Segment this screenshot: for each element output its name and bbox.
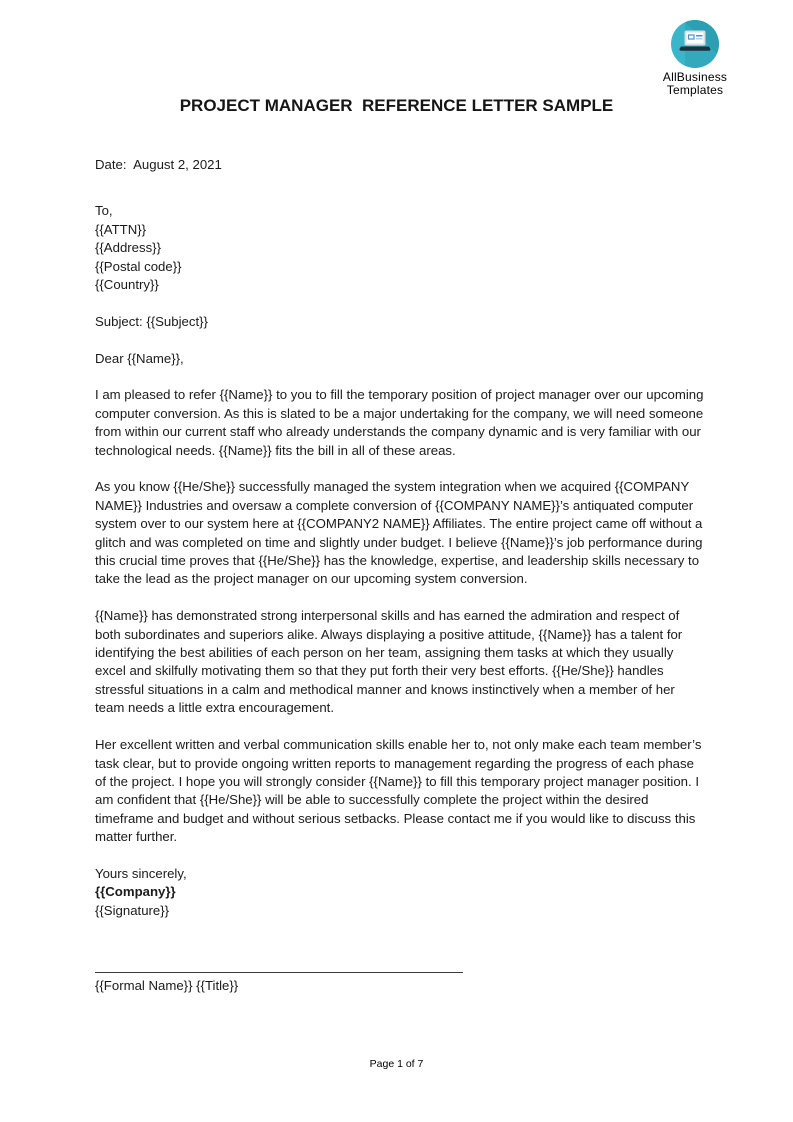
date-line: Date: August 2, 2021 <box>95 157 222 172</box>
recipient-address: {{Address}} <box>95 240 161 256</box>
letter-body <box>95 156 707 996</box>
paragraph-1: I am pleased to refer {{Name}} to you to fill the temporary position of project manager over our upcoming computer conversion. As this is slated to be a major undertaking for the company, we will need someone from within our current staff who already understands the company dynamic and is very familiar with our technological needs. {{Name}} fits the bill in all of these areas. <box>95 387 708 458</box>
signature-line <box>95 972 463 973</box>
brand-name <box>639 71 751 97</box>
recipient-block <box>95 202 707 294</box>
signature-placeholder: {{Signature}} <box>95 902 170 918</box>
laptop-icon <box>669 18 721 70</box>
recipient-to: To, <box>95 203 113 219</box>
formal-name-line: {{Formal Name}} {{Title}} <box>95 978 239 994</box>
page-title: PROJECT MANAGER REFERENCE LETTER SAMPLE <box>179 96 614 115</box>
signature-space <box>95 920 707 972</box>
company-line: {{Company}} <box>95 884 176 900</box>
brand-name-line2: Templates <box>666 83 724 97</box>
paragraph-3: {{Name}} has demonstrated strong interpersonal skills and has earned the admiration and respect of both subordinates and superiors alike. Always displaying a positive attitude, {{Name}} has a talent for identifying the best abilities of each person on her team, assigning them tasks at which they usually excel and skilfully motivating them so that they put forth their very best efforts. {{He/She}} handles stressful situations in a calm and methodical manner and knows instinctively when a member of her team needs a little extra encouragement. <box>95 608 686 716</box>
recipient-attn: {{ATTN}} <box>95 221 147 237</box>
closing-line: Yours sincerely, <box>95 865 187 881</box>
brand-logo <box>639 18 751 97</box>
paragraph-4: Her excellent written and verbal communication skills enable her to, not only make each team member’s task clear, but to provide ongoing written reports to management regarding the progress of each phase of the project. I hope you will strongly consider {{Name}} to fill this temporary project manager position. I am confident that {{He/She}} will be able to successfully complete the project within the desired timeframe and budget and without serious setbacks. Please contact me if you would like to discuss this matter further. <box>95 737 706 845</box>
page-number: Page 1 of 7 <box>369 1058 424 1070</box>
paragraph-2: As you know {{He/She}} successfully managed the system integration when we acquired {{COMPANY NAME}} Industries and oversaw a complete conversion of {{COMPANY NAME}}’s antiquated computer system over to our system here at {{COMPANY2 NAME}} Affiliates. The entire project came off without a glitch and was completed on time and slightly under budget. I believe {{Name}}’s job performance during this crucial time proves that {{He/She}} has the knowledge, expertise, and leadership skills necessary to take the lead as the project manager on our upcoming system conversion. <box>95 479 707 587</box>
salutation: Dear {{Name}}, <box>95 350 184 366</box>
subject-line: Subject: {{Subject}} <box>95 313 208 329</box>
recipient-country: {{Country}} <box>95 277 159 293</box>
recipient-postal-code: {{Postal code}} <box>95 258 182 274</box>
brand-name-line1: AllBusiness <box>662 70 728 84</box>
